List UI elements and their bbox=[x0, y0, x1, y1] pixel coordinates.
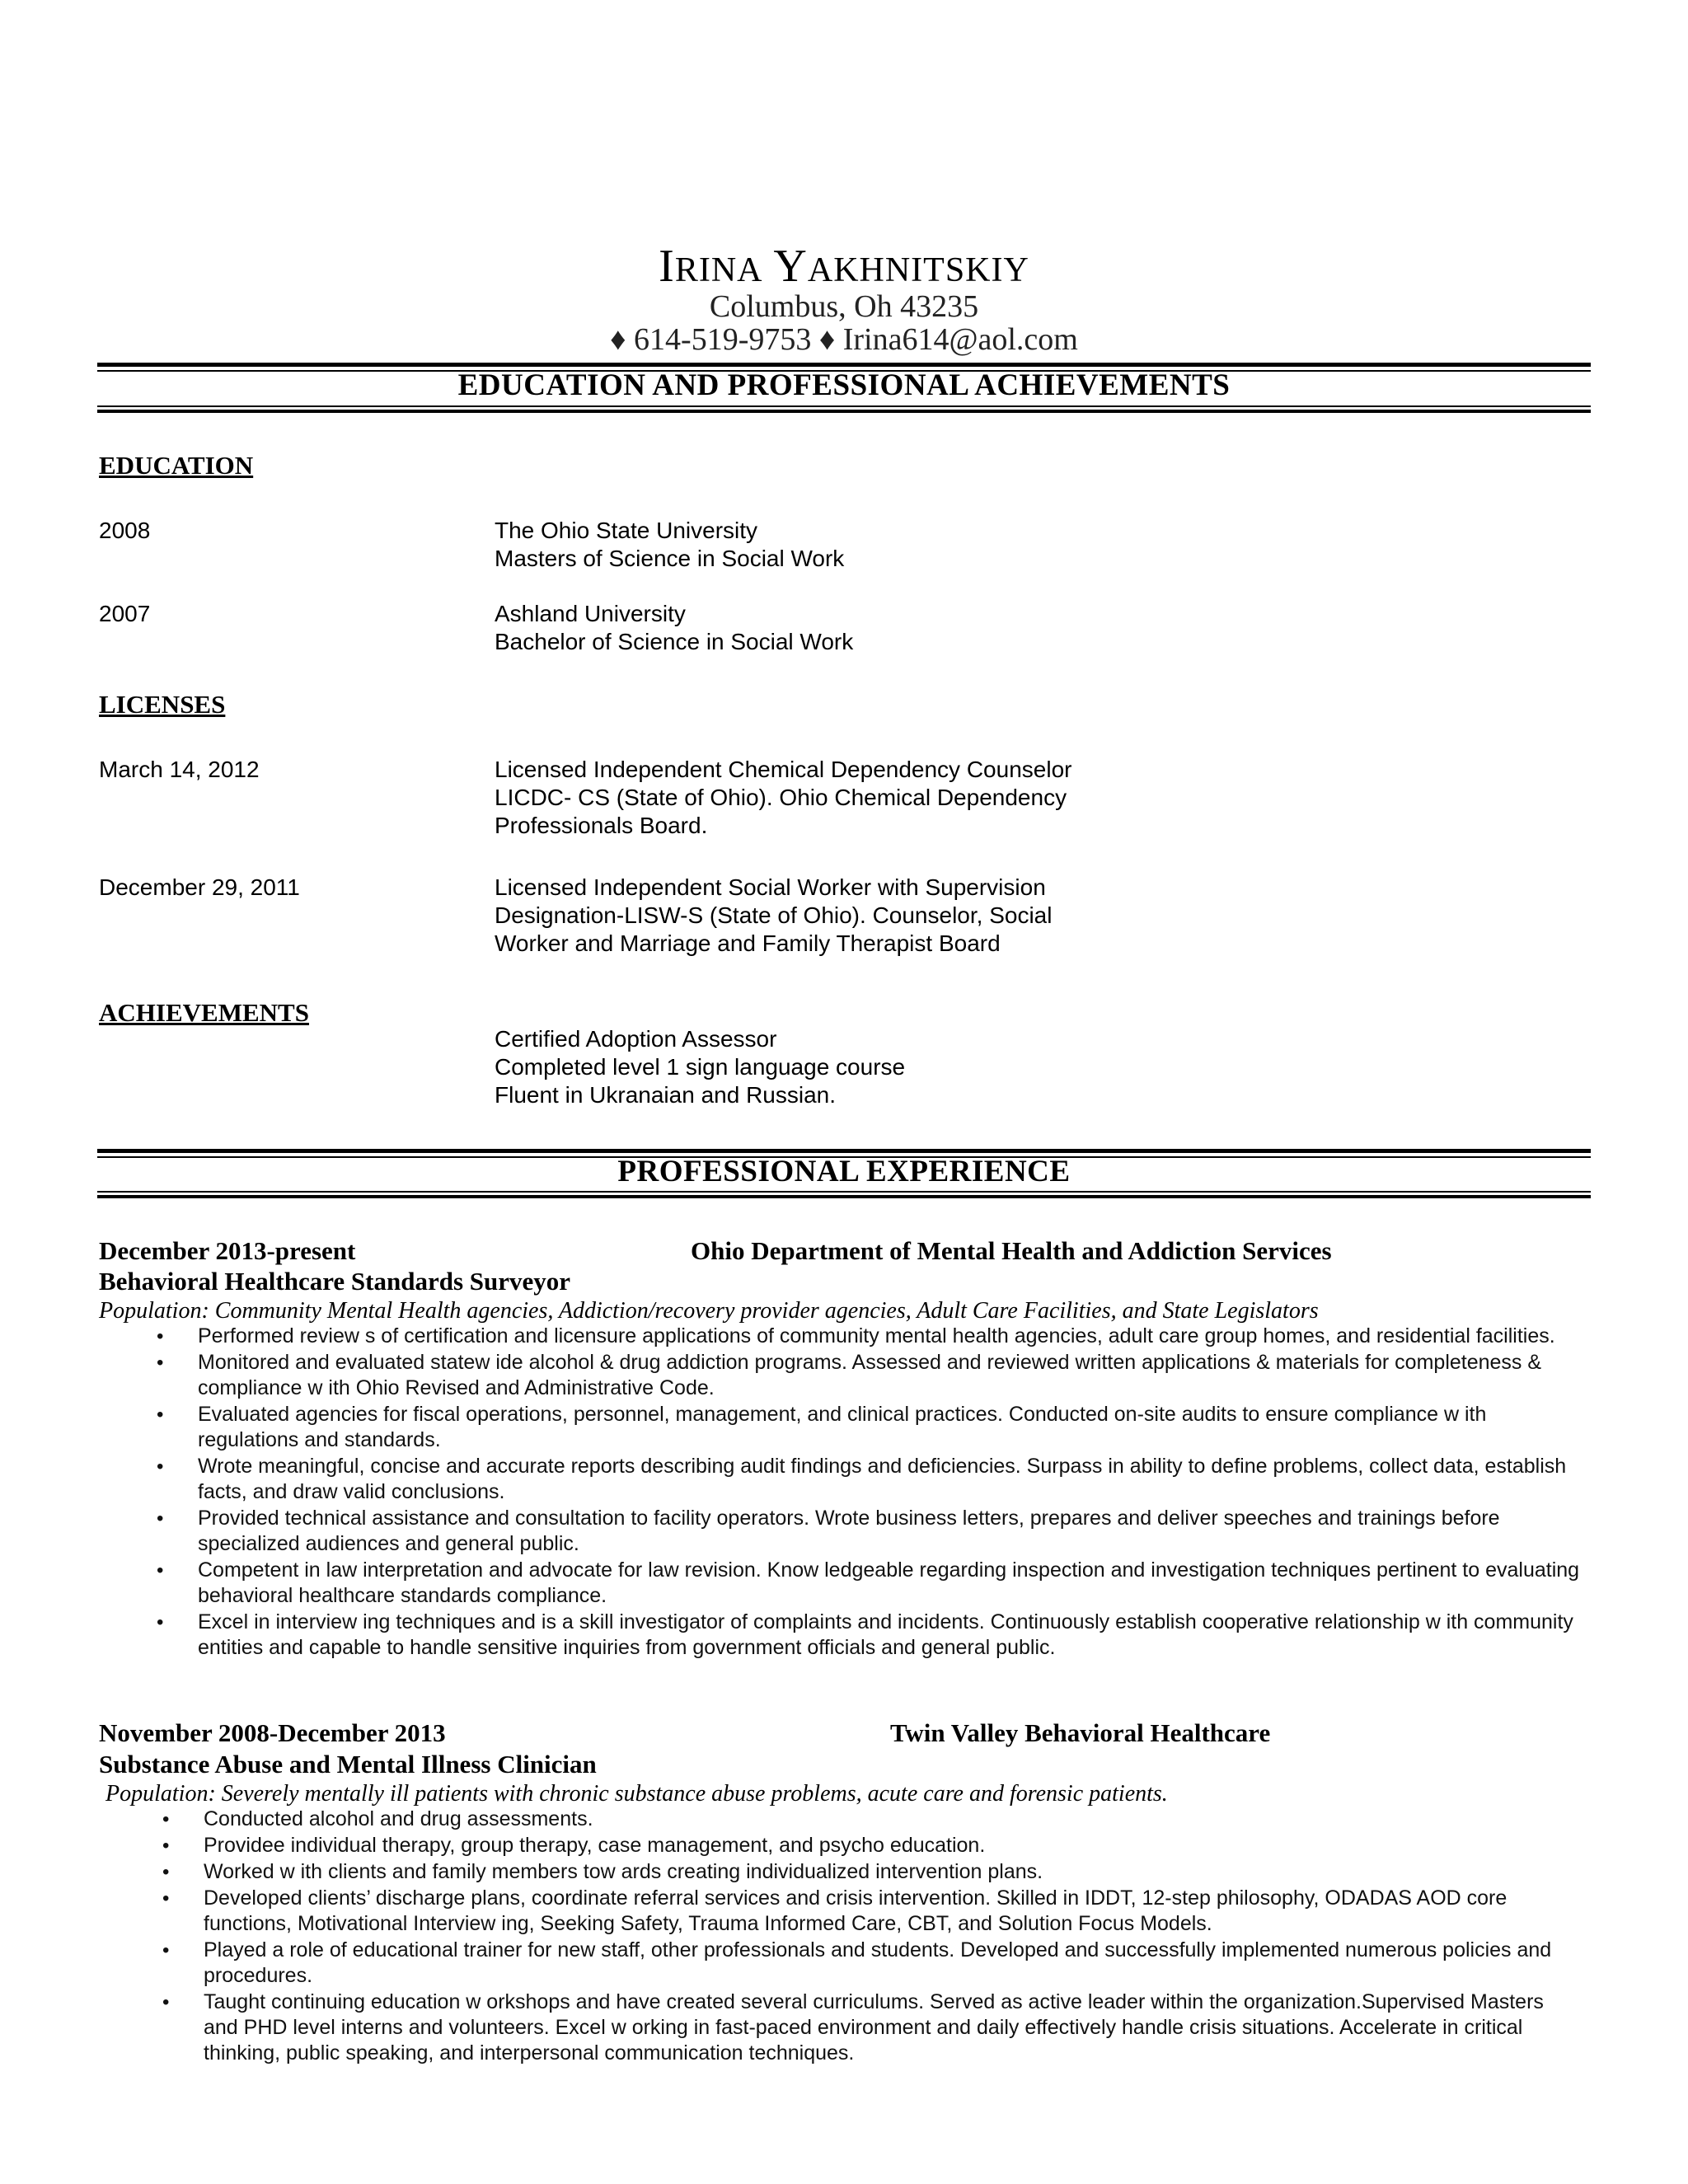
education-school: Ashland University bbox=[495, 601, 686, 626]
bullet-icon: • bbox=[162, 1887, 170, 1910]
license-date: March 14, 2012 bbox=[99, 757, 260, 782]
achievements-heading: ACHIEVEMENTS bbox=[99, 998, 309, 1027]
job-bullet bbox=[157, 1324, 1582, 1349]
license-entry bbox=[495, 756, 1071, 840]
bullet-text: Developed clients’ discharge plans, coordinate referral services and crisis intervention. Skilled in IDDT, 12-step philosophy, ODADAS AOD core functions, Motivational Interview ing, Seeking Safety, Trauma Informed Care, CBT, and Solution Focus Models. bbox=[204, 1886, 1507, 1935]
job-bullet bbox=[162, 1859, 1582, 1885]
section-rule-top bbox=[97, 1149, 1591, 1153]
license-line: Licensed Independent Social Worker with Supervision bbox=[495, 874, 1046, 900]
job-employer: Ohio Department of Mental Health and Addiction Services bbox=[691, 1236, 1332, 1265]
bullet-icon: • bbox=[157, 1325, 164, 1347]
license-date: December 29, 2011 bbox=[99, 874, 300, 900]
location: Columbus, Oh 43235 bbox=[709, 289, 979, 324]
bullet-text: Monitored and evaluated statew ide alcohol & drug addiction programs. Assessed and reviewed written applications & materials for completeness & compliance w ith Ohio Revised and Administrative Code. bbox=[198, 1351, 1542, 1399]
bullet-text: Excel in interview ing techniques and is a skill investigator of complaints and incidents. Continuously establish cooperative relationship w ith community entities and capable to handle sensitive inquiries from government officials and general public. bbox=[198, 1610, 1573, 1659]
license-entry bbox=[495, 874, 1052, 958]
education-year: 2007 bbox=[99, 601, 151, 626]
job-bullet bbox=[157, 1350, 1582, 1401]
license-line: Worker and Marriage and Family Therapist Board bbox=[495, 930, 1001, 956]
job-dates: November 2008-December 2013 bbox=[99, 1718, 446, 1747]
education-year: 2008 bbox=[99, 518, 151, 543]
license-line: Licensed Independent Chemical Dependency Counselor bbox=[495, 757, 1072, 782]
population-text: Community Mental Health agencies, Addiction/recovery provider agencies, Adult Care Facilities, and State Legislators bbox=[209, 1298, 1319, 1324]
job-population bbox=[106, 1780, 1168, 1808]
job-bullet bbox=[162, 1990, 1582, 2066]
job-bullet bbox=[157, 1506, 1582, 1557]
bullet-text: Worked w ith clients and family members tow ards creating individualized intervention plans. bbox=[204, 1860, 1043, 1883]
bullet-icon: • bbox=[157, 1611, 164, 1633]
bullet-icon: • bbox=[157, 1455, 164, 1478]
bullet-icon: • bbox=[157, 1404, 164, 1426]
section-rule-top bbox=[97, 363, 1591, 367]
education-entry bbox=[495, 517, 844, 573]
section-rule-bottom bbox=[97, 1195, 1591, 1198]
achievements-list bbox=[495, 1025, 905, 1109]
population-label: Population: bbox=[99, 1298, 209, 1324]
job-bullet bbox=[157, 1558, 1582, 1609]
education-heading: EDUCATION bbox=[99, 451, 254, 480]
licenses-heading: LICENSES bbox=[99, 690, 226, 719]
population-label: Population bbox=[106, 1781, 209, 1807]
job-bullets bbox=[157, 1324, 1582, 1661]
job-dates: December 2013-present bbox=[99, 1236, 356, 1265]
name-first-rest: RINA bbox=[674, 251, 763, 289]
job-bullet bbox=[162, 1807, 1582, 1832]
job-title: Substance Abuse and Mental Illness Clinician bbox=[99, 1750, 597, 1779]
job-bullet bbox=[162, 1886, 1582, 1937]
bullet-text: Taught continuing education w orkshops and have created several curriculums. Served as active leader within the organization.Supervised Masters and PHD level interns and volunteers. Excel w orking in fast-paced environment and daily effectively handle crisis situations. Accelerate in critical thinking, public speaking, and interpersonal communication techniques. bbox=[204, 1990, 1544, 2064]
bullet-icon: • bbox=[162, 1808, 170, 1830]
achievement-item: Certified Adoption Assessor bbox=[495, 1026, 777, 1052]
bullet-text: Evaluated agencies for fiscal operations, personnel, management, and clinical practices. Conducted on-site audits to ensure compliance w ith regulations and standards. bbox=[198, 1403, 1487, 1451]
license-line: Designation-LISW-S (State of Ohio). Counselor, Social bbox=[495, 902, 1053, 928]
license-line: Professionals Board. bbox=[495, 813, 708, 838]
job-bullets bbox=[162, 1807, 1582, 2067]
bullet-text: Performed review s of certification and licensure applications of community mental health agencies, adult care group homes, and residential facilities. bbox=[198, 1324, 1555, 1347]
bullet-icon: • bbox=[162, 1939, 170, 1961]
name-first-initial: I bbox=[659, 241, 675, 292]
achievement-item: Fluent in Ukranaian and Russian. bbox=[495, 1082, 837, 1108]
job-bullet bbox=[157, 1610, 1582, 1661]
name-last-rest: AKHNITSKIY bbox=[807, 251, 1029, 289]
section-title-education: EDUCATION AND PROFESSIONAL ACHIEVEMENTS bbox=[457, 368, 1231, 402]
bullet-text: Competent in law interpretation and advocate for law revision. Know ledgeable regarding inspection and investigation techniques pertinent to evaluating behavioral healthcare standards compliance. bbox=[198, 1558, 1580, 1607]
job-bullet bbox=[162, 1938, 1582, 1989]
bullet-text: Wrote meaningful, concise and accurate reports describing audit findings and deficiencies. Surpass in ability to define problems, collect data, establish facts, and draw valid conclusions. bbox=[198, 1455, 1567, 1503]
bullet-icon: • bbox=[157, 1507, 164, 1530]
achievement-item: Completed level 1 sign language course bbox=[495, 1054, 906, 1080]
job-title: Behavioral Healthcare Standards Surveyor bbox=[99, 1267, 571, 1296]
education-degree: Bachelor of Science in Social Work bbox=[495, 629, 854, 654]
job-population bbox=[99, 1297, 1319, 1325]
section-rule-bottom-thin bbox=[97, 1191, 1591, 1193]
job-bullet bbox=[157, 1454, 1582, 1505]
bullet-text: Played a role of educational trainer for new staff, other professionals and students. Developed and successfully implemented numerous policies and procedures. bbox=[204, 1938, 1552, 1987]
section-title-experience: PROFESSIONAL EXPERIENCE bbox=[617, 1155, 1071, 1188]
contact-info: ♦ 614-519-9753 ♦ Irina614@aol.com bbox=[610, 322, 1078, 357]
bullet-text: Providee individual therapy, group therapy, case management, and psycho education. bbox=[204, 1834, 986, 1857]
job-bullet bbox=[162, 1833, 1582, 1858]
license-line: LICDC- CS (State of Ohio). Ohio Chemical Dependency bbox=[495, 785, 1067, 810]
education-entry bbox=[495, 600, 853, 656]
bullet-icon: • bbox=[162, 1991, 170, 2013]
bullet-text: Conducted alcohol and drug assessments. bbox=[204, 1807, 593, 1830]
education-degree: Masters of Science in Social Work bbox=[495, 546, 845, 571]
job-bullet bbox=[157, 1402, 1582, 1453]
bullet-icon: • bbox=[157, 1352, 164, 1374]
bullet-icon: • bbox=[157, 1559, 164, 1582]
education-school: The Ohio State University bbox=[495, 518, 758, 543]
section-rule-bottom bbox=[97, 410, 1591, 413]
bullet-text: Provided technical assistance and consultation to facility operators. Wrote business letters, prepares and deliver speeches and trainings before specialized audiences and general public. bbox=[198, 1507, 1500, 1555]
bullet-icon: • bbox=[162, 1835, 170, 1857]
population-text: : Severely mentally ill patients with chronic substance abuse problems, acute care and forensic patients. bbox=[208, 1781, 1168, 1807]
section-rule-bottom-thin bbox=[97, 405, 1591, 407]
bullet-icon: • bbox=[162, 1861, 170, 1883]
job-employer: Twin Valley Behavioral Healthcare bbox=[890, 1718, 1271, 1747]
name-last-initial: Y bbox=[773, 241, 808, 292]
